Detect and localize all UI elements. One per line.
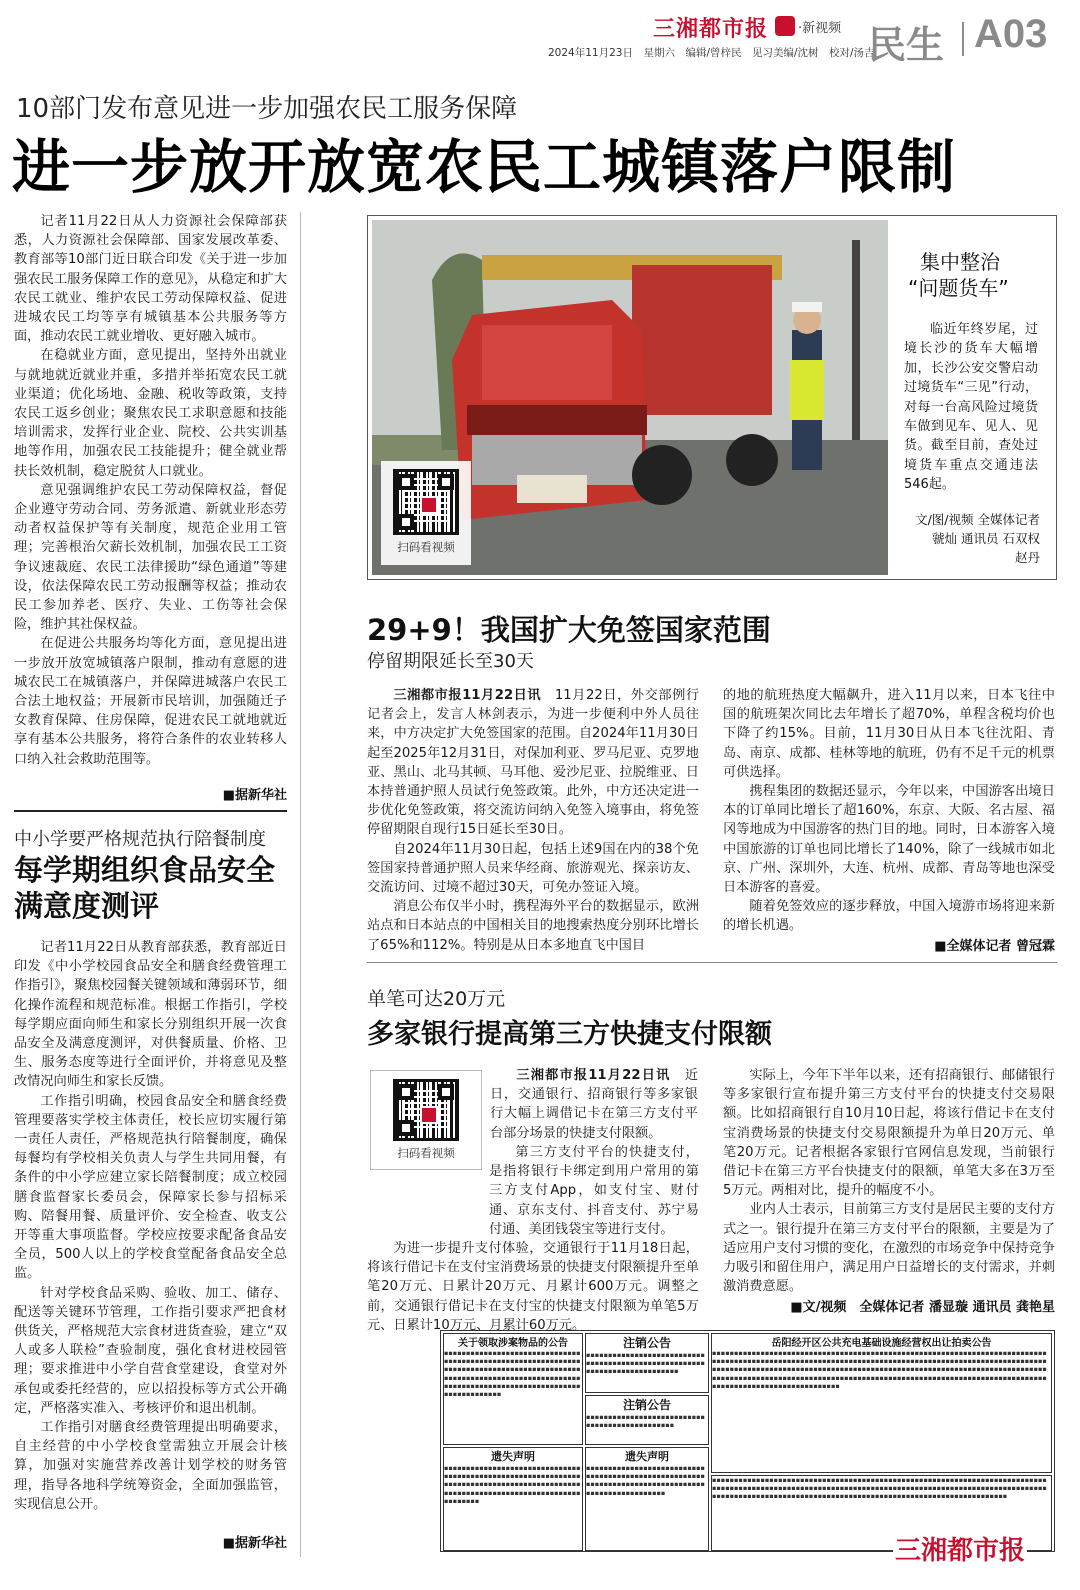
lead-paragraph: 意见强调维护农民工劳动保障权益，督促企业遵守劳动合同、劳务派遣、新就业形态劳动者权益保护等有关制度，规范企业用工管理；完善根治欠薪长效机制，加强农民工工资争议速裁庭、农民工法律援助“绿色通道”等建设，依法保障农民工劳动报酬等权益；推动农民工参加养老、医疗、失业、工伤等社会保险，维护其社保权益。 bbox=[14, 482, 287, 633]
ad-fine-print: ▪▪▪▪▪▪▪▪▪▪▪▪▪▪▪▪▪▪▪▪▪▪▪▪▪▪▪▪▪▪▪▪▪▪▪▪▪▪▪▪▪▪▪▪▪▪▪▪▪▪▪▪▪▪▪▪▪▪▪▪▪▪▪▪▪▪▪▪▪▪▪▪▪▪▪▪▪▪▪▪▪▪▪▪▪▪▪▪▪▪▪▪▪▪▪▪▪▪▪▪▪▪▪▪▪▪▪▪▪▪▪▪▪▪▪▪▪▪▪▪▪▪▪▪▪▪▪▪▪▪▪▪ bbox=[444, 1464, 581, 1505]
visa-paragraph bbox=[367, 686, 699, 840]
school-kicker: 中小学要严格规范执行陪餐制度 bbox=[14, 829, 266, 850]
ad-fine-print: ▪▪▪▪▪▪▪▪▪▪▪▪▪▪▪▪▪▪▪▪▪▪▪▪▪▪▪▪▪▪▪▪▪▪▪▪▪▪▪▪▪▪▪▪▪▪▪▪▪▪▪▪▪▪▪▪▪▪▪▪▪▪▪▪▪▪▪▪▪▪▪▪▪▪▪▪▪▪▪▪▪▪▪▪▪▪▪▪▪▪▪▪▪▪▪▪▪▪▪▪▪▪▪▪▪▪▪▪▪▪▪▪▪▪▪▪▪▪▪▪▪▪▪▪▪▪▪▪▪▪▪▪▪▪▪▪▪▪▪▪▪▪▪▪▪▪▪▪▪▪▪▪▪▪▪▪▪▪▪▪▪▪▪▪▪▪▪▪▪▪▪▪▪▪▪▪▪▪▪▪▪▪▪▪▪▪▪▪▪▪▪▪▪▪▪▪▪▪▪▪▪▪▪▪▪▪▪▪▪▪▪▪▪▪▪▪▪▪▪▪▪▪▪▪▪▪▪▪▪▪▪▪▪▪▪▪▪▪▪▪▪▪▪▪▪▪▪▪▪▪▪▪▪▪▪▪▪▪▪▪▪▪▪▪▪▪▪▪▪▪▪▪▪▪▪▪▪▪▪▪▪▪▪▪▪▪▪▪▪▪▪▪▪▪▪▪▪▪▪▪▪▪▪▪▪▪▪▪▪▪▪▪▪▪▪▪▪▪▪▪▪▪▪▪▪▪▪▪▪▪▪▪▪ bbox=[712, 1349, 1047, 1390]
bank-headline: 多家银行提高第三方快捷支付限额 bbox=[367, 1019, 772, 1050]
ad-notice bbox=[443, 1447, 583, 1551]
bank-byline: ■文/视频 全媒体记者 潘显璇 通讯员 龚艳星 bbox=[790, 1300, 1055, 1315]
bank-paragraph: 第三方支付平台的快捷支付，是指将银行卡绑定到用户常用的第三方支付App，如支付宝、财付通、京东支付、抖音支付、苏宁易付通、美团钱袋宝等进行支付。 bbox=[489, 1145, 699, 1237]
ad-notice bbox=[585, 1395, 709, 1445]
qr-code-icon[interactable] bbox=[393, 1079, 459, 1141]
lead-body bbox=[14, 212, 287, 769]
qr-code-icon[interactable] bbox=[393, 469, 459, 535]
visa-lead-in: 三湘都市报11月22日讯 bbox=[393, 688, 542, 703]
ad-fine-print: ▪▪▪▪▪▪▪▪▪▪▪▪▪▪▪▪▪▪▪▪▪▪▪▪▪▪▪▪▪▪▪▪▪▪▪▪▪▪▪▪▪▪▪▪▪▪▪▪▪▪▪▪▪▪▪▪▪▪▪▪▪▪▪▪▪▪▪▪▪▪▪▪▪▪▪▪▪▪▪▪▪▪▪▪▪▪▪▪▪▪▪▪▪▪▪▪▪▪▪ bbox=[586, 1464, 705, 1497]
ad-title: 遗失声明 bbox=[586, 1448, 708, 1464]
scan-label: 扫码看视频 bbox=[397, 540, 455, 554]
photo-credit-3: 赵丹 bbox=[1014, 550, 1040, 565]
photo-caption-title-2: “问题货车” bbox=[908, 276, 1009, 300]
visa-col-1 bbox=[367, 686, 699, 955]
school-paragraph: 针对学校食品采购、验收、加工、储存、配送等关键环节管理，工作指引要求严把食材供货关，严格规范大宗食材进货查验，建立“双人或多人联检”查验制度，强化食材进校园管理；要求推进中小学自营食堂建设，食堂对外承包或委托经营的，应以招投标等方式公开确定，严格落实准入、考核评价和退出机制。 bbox=[14, 1285, 287, 1416]
lead-kicker: 10部门发布意见进一步加强农民工服务保障 bbox=[16, 94, 518, 124]
bank-kicker: 单笔可达20万元 bbox=[367, 988, 506, 1010]
bank-paragraph: 为进一步提升支付体验，交通银行于11月18日起，将该行借记卡在支付宝消费场景的快捷支付限额提升至单笔20万元、日累计20万元、月累计600万元。调整之前，交通银行借记卡在支付宝的快捷支付限额为单笔5万元、日累计10万元、月累计60万元。 bbox=[367, 1241, 699, 1333]
photo-credit-1: 文/图/视频 全媒体记者 bbox=[915, 512, 1040, 527]
section-divider bbox=[962, 22, 964, 56]
visa-headline: 29+9！我国扩大免签国家范围 bbox=[367, 613, 771, 647]
photo-caption-text: 临近年终岁尾，过境长沙的货车大幅增加，长沙公安交警启动过境货车“三见”行动，对每一台高风险过境货车做到见车、见人、见货。截至目前，查处过境货车重点交通违法546起。 bbox=[904, 322, 1038, 493]
school-headline-1: 每学期组织食品安全 bbox=[14, 853, 276, 887]
ad-title: 关于领取涉案物品的公告 bbox=[444, 1334, 582, 1349]
ad-notice bbox=[585, 1447, 709, 1551]
ad-fine-print: ▪▪▪▪▪▪▪▪▪▪▪▪▪▪▪▪▪▪▪▪▪▪▪▪▪▪▪▪▪▪▪▪▪▪▪▪▪▪▪▪▪▪▪▪▪▪▪▪▪▪▪▪▪▪▪▪▪▪▪▪▪▪▪▪▪▪▪▪▪▪▪▪▪▪▪▪▪▪▪▪▪▪▪▪▪▪▪▪▪▪▪▪▪▪▪▪▪▪▪▪▪▪▪▪▪▪▪▪▪▪▪▪▪▪▪▪▪▪▪▪▪▪▪▪▪▪▪▪▪▪▪▪▪▪▪▪▪▪▪▪▪▪▪▪▪▪▪▪▪▪▪▪▪▪▪▪▪▪▪▪▪▪▪▪▪▪▪▪▪▪▪▪▪▪▪▪▪▪▪▪▪▪▪▪▪▪▪▪▪▪▪▪▪▪▪▪▪▪▪▪▪▪▪▪▪▪▪▪▪▪▪▪▪▪▪▪▪▪▪ bbox=[712, 1476, 1047, 1501]
ad-notice bbox=[443, 1333, 583, 1445]
school-paragraph: 记者11月22日从教育部获悉，教育部近日印发《中小学校园食品安全和膳食经费管理工作指引》，聚焦校园餐关键领域和薄弱环节，细化操作流程和规范标准。根据工作指引，学校每学期应面向师生和家长分别组织开展一次食品安全及满意度测评，对供餐质量、价格、卫生、服务态度等进行全面评价，并将意见及整改情况向师生和家长反馈。 bbox=[14, 940, 287, 1090]
divider-line bbox=[367, 962, 1057, 963]
lead-paragraph: 在促进公共服务均等化方面，意见提出进一步放开放宽城镇落户限制，推动有意愿的进城农民工在城镇落户，并保障进城落户农民工合法土地权益；开展新市民培训，加强随迁子女教育保障、住房保障，促进农民工就地就近享有基本公共服务，将符合条件的农业转移人口纳入社会救助范围等。 bbox=[14, 636, 287, 767]
bank-lead-in: 三湘都市报11月22日讯 bbox=[516, 1068, 671, 1083]
visa-subhead: 停留期限延长至30天 bbox=[367, 651, 534, 672]
partner-name: ·新视频 bbox=[798, 21, 842, 36]
date-line: 2024年11月23日 星期六 编辑/曾梓民 见习美编/沈树 校对/汤吉 bbox=[548, 47, 875, 59]
divider-line bbox=[14, 810, 287, 812]
bank-col-2 bbox=[723, 1066, 1055, 1296]
bank-col-1 bbox=[367, 1143, 699, 1335]
bank-paragraph bbox=[490, 1066, 698, 1143]
paper-name: 三湘都市报 bbox=[653, 16, 769, 42]
visa-byline: ■全媒体记者 曾冠霖 bbox=[934, 939, 1055, 954]
photo-frame bbox=[367, 215, 1057, 580]
ad-title: 岳阳经开区公共充电基础设施经营权出让拍卖公告 bbox=[712, 1334, 1051, 1349]
school-body bbox=[14, 938, 287, 1514]
bank-paragraph: 业内人士表示，目前第三方支付是居民主要的支付方式之一。银行提升在第三方支付平台的限额，主要是为了适应用户支付习惯的变化，在激烈的市场竞争中保持竞争力吸引和留住用户，满足用户日益增长的支付需求，并刺激消费意愿。 bbox=[723, 1202, 1055, 1295]
lead-headline: 进一步放开放宽农民工城镇落户限制 bbox=[12, 133, 957, 201]
lead-paragraph: 记者11月22日从人力资源社会保障部获悉，人力资源社会保障部、国家发展改革委、教育部等10部门近日联合印发《关于进一步加强农民工服务保障工作的意见》，从稳定和扩大农民工就业、维护农民工劳动保障权益、促进进城农民工均等享有城镇基本公共服务等方面，推动农民工就业增收、更好融入城市。 bbox=[14, 214, 287, 345]
section-name: 民生 bbox=[868, 25, 945, 67]
ad-title: 遗失声明 bbox=[444, 1448, 582, 1464]
visa-paragraph: 携程集团的数据还显示，今年以来，中国游客出境日本的订单同比增长了超160%，东京、大阪、名古屋、福冈等地成为中国游客的热门目的地。同时，日本游客入境中国旅游的订单也同比增长了140%，除了一线城市如北京、广州、深圳外，大连、杭州、成都、青岛等地也深受日本游客的喜爱。 bbox=[723, 784, 1055, 896]
school-byline: ■据新华社 bbox=[222, 1536, 287, 1551]
bank-col-1-top bbox=[490, 1066, 698, 1143]
ad-title: 注销公告 bbox=[586, 1396, 708, 1413]
ad-title: 注销公告 bbox=[586, 1334, 708, 1351]
visa-paragraph: 的地的航班热度大幅飙升，进入11月以来，日本飞往中国的航班架次同比去年增长了超70%，单程含税均价也下降了约15%。目前，11月30日从日本飞往沈阳、青岛、南京、成都、桂林等地的航班，仍有不足千元的机票可供选择。 bbox=[723, 688, 1055, 780]
visa-paragraph: 消息公布仅半小时，携程海外平台的数据显示，欧洲站点和日本站点的中国相关目的地搜索热度分别环比增长了65%和112%。特别是从日本多地直飞中国目 bbox=[367, 899, 699, 953]
ad-auction bbox=[711, 1333, 1052, 1473]
masthead bbox=[0, 0, 1080, 70]
column-rule bbox=[300, 212, 301, 1557]
lead-byline: ■据新华社 bbox=[222, 788, 287, 803]
photo-caption-title-1: 集中整治 bbox=[920, 250, 1000, 274]
visa-paragraph: 随着免签效应的逐步释放，中国入境游市场将迎来新的增长机遇。 bbox=[723, 899, 1055, 934]
visa-paragraph: 自2024年11月30日起，包括上述9国在内的38个免签国家持普通护照人员来华经商、旅游观光、探亲访友、交流访问、过境不超过30天，可免办签证入境。 bbox=[367, 841, 699, 896]
school-paragraph: 工作指引明确，校园食品安全和膳食经费管理要落实学校主体责任，校长应切实履行第一责任人责任，严格规范执行陪餐制度，确保每餐均有学校相关负责人与学生共同用餐，有条件的中小学应建立家长陪餐制度；成立校园膳食监督家长委员会，保障家长参与招标采购、陪餐用餐、质量评价、安全检查、收支公开等重大事项监督。学校应按要求配备食品安全员，500人以上的学校食堂配备食品安全总监。 bbox=[14, 1093, 287, 1282]
photo-qr-box[interactable] bbox=[381, 461, 471, 565]
photo-credit-2: 虢灿 通讯员 石双权 bbox=[932, 531, 1040, 546]
page-number: A03 bbox=[974, 12, 1048, 56]
ad-fine-print: ▪▪▪▪▪▪▪▪▪▪▪▪▪▪▪▪▪▪▪▪▪▪▪▪▪▪▪▪▪▪▪▪▪▪▪▪▪▪▪▪▪▪▪▪▪▪▪▪▪▪▪▪▪▪▪▪▪▪▪▪▪▪▪▪▪▪▪▪▪▪▪▪▪▪▪ bbox=[586, 1351, 705, 1376]
lead-paragraph: 在稳就业方面，意见提出，坚持外出就业与就地就近就业并重，多措并举拓宽农民工就业渠道；优化场地、金融、税收等政策，支持农民工返乡创业；聚焦农民工求职意愿和技能培训需求，发挥行业企业、院校、公共实训基地等作用，加强农民工技能提升；健全就业帮扶长效机制，稳定脱贫人口就业。 bbox=[14, 348, 287, 479]
ad-notice bbox=[585, 1333, 709, 1393]
bank-paragraph: 实际上，今年下半年以来，还有招商银行、邮储银行等多家银行宣布提升第三方支付平台的快捷支付交易限额。比如招商银行自10月10日起，将该行借记卡在支付宝消费场景的快捷支付交易限额提升为单日20万元、单笔20万元。记者根据各家银行官网信息发现，当前银行借记卡在第三方平台快捷支付的限额，单笔大多在3万至5万元。两相对比，提升的幅度不小。 bbox=[723, 1068, 1055, 1199]
ad-fine-print: ▪▪▪▪▪▪▪▪▪▪▪▪▪▪▪▪▪▪▪▪▪▪▪▪▪▪▪▪▪▪▪▪▪▪▪▪▪▪▪▪▪▪▪▪▪▪▪ bbox=[586, 1413, 705, 1430]
ad-fine-print: ▪▪▪▪▪▪▪▪▪▪▪▪▪▪▪▪▪▪▪▪▪▪▪▪▪▪▪▪▪▪▪▪▪▪▪▪▪▪▪▪▪▪▪▪▪▪▪▪▪▪▪▪▪▪▪▪▪▪▪▪▪▪▪▪▪▪▪▪▪▪▪▪▪▪▪▪▪▪▪▪▪▪▪▪▪▪▪▪▪▪▪▪▪▪▪▪▪▪▪▪▪▪▪▪▪▪▪▪▪▪▪▪▪▪▪▪▪▪▪▪▪▪▪▪▪▪▪▪▪▪▪▪▪▪▪▪▪▪▪▪▪▪▪▪▪▪▪▪▪▪▪▪▪▪▪▪▪▪▪▪▪▪▪▪▪▪▪▪ bbox=[444, 1349, 581, 1399]
visa-col-2 bbox=[723, 686, 1055, 936]
partner-logo-icon bbox=[775, 16, 795, 36]
school-headline-2: 满意度测评 bbox=[14, 889, 160, 923]
footer-logo: 三湘都市报 bbox=[893, 1530, 1027, 1567]
ads-area bbox=[440, 1330, 1055, 1552]
visa-paragraph-text: 11月22日，外交部例行记者会上，发言人林剑表示，为进一步便利中外人员往来，中方决定扩大免签国家的范围。自2024年11月30日起至2025年12月31日，对保加利亚、罗马尼亚、克罗地亚、黑山、北马其顿、马耳他、爱沙尼亚、拉脱维亚、日本持普通护照人员试行免签政策。此外，中方还决定进一步优化免签政策，将交流访问纳入免签入境事由，将免签停留期限自现行15日延长至30日。 bbox=[367, 688, 700, 838]
school-paragraph: 工作指引对膳食经费管理提出明确要求，自主经营的中小学校食堂需独立开展会计核算，加强对实施营养改善计划学校的财务管理，指导各地科学统筹资金，全面加强监管，实现信息公开。 bbox=[14, 1420, 287, 1512]
bank-paragraph-text: 近日，交通银行、招商银行等多家银行大幅上调借记卡在第三方支付平台部分场景的快捷支付限额。 bbox=[490, 1068, 699, 1141]
scan-label: 扫码看视频 bbox=[397, 1146, 455, 1160]
